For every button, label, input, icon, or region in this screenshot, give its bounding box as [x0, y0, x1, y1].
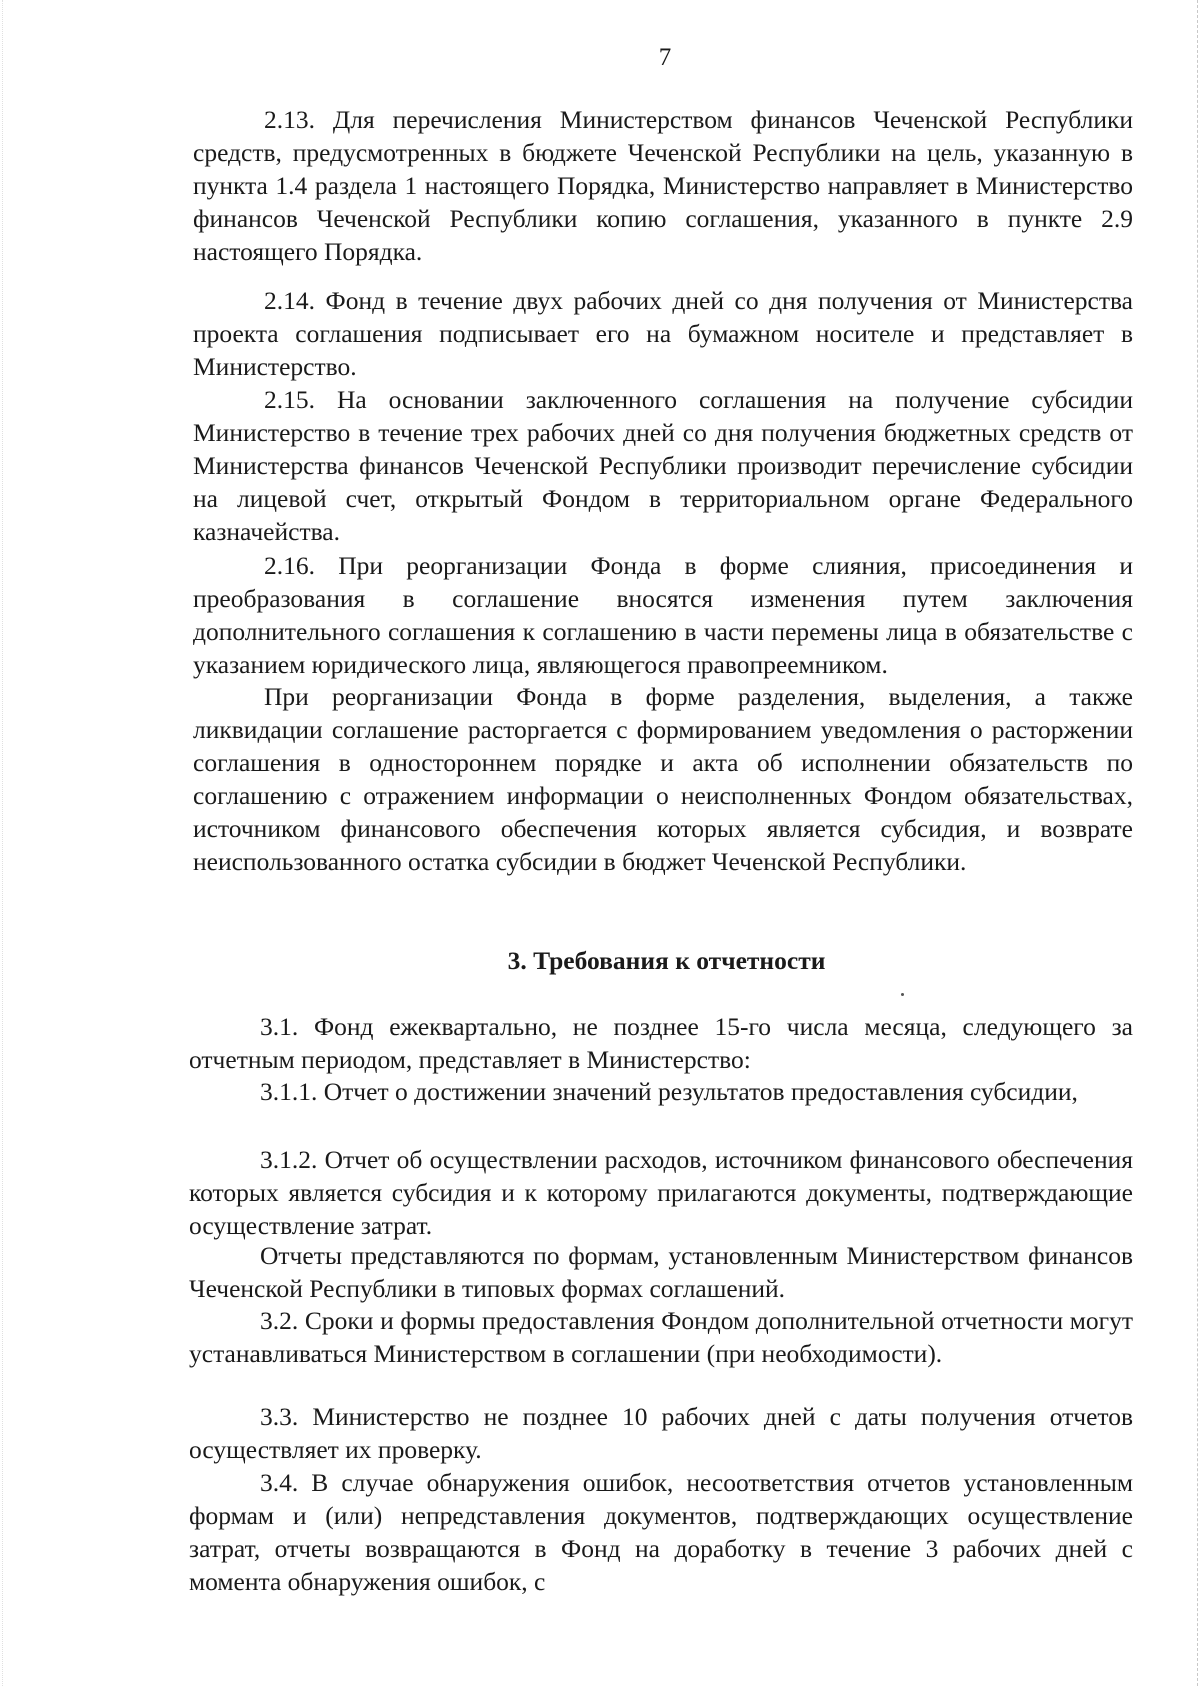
paragraph-3-1-1: 3.1.1. Отчет о достижении значений результатов предоставления субсидии,: [260, 1077, 1078, 1106]
page-number: 7: [658, 44, 672, 71]
section-title: 3. Требования к отчетности: [507, 946, 826, 975]
paragraph-3-1-2: 3.1.2. Отчет об осуществлении расходов, источником финансового обеспечения которых является субсидия и к которому прилагаются документы, подтверждающие осуществление затрат.: [189, 1145, 1133, 1240]
paragraph-3-3: 3.3. Министерство не позднее 10 рабочих дней с даты получения отчетов осуществляет их проверку.: [189, 1402, 1133, 1464]
paragraph-2-15: 2.15. На основании заключенного соглашения на получение субсидии Министерство в течение трех рабочих дней со дня получения бюджетных средств от Министерства финансов Чеченской Республики производит перечисление субсидии на лицевой счет, открытый Фондом в территориальном органе Федерального казначейства.: [193, 385, 1133, 546]
paragraph-reorganization: При реорганизации Фонда в форме разделения, выделения, а также ликвидации соглашение расторгается с формированием уведомления о расторжении соглашения в одностороннем порядке и акта об исполнении обязательств по соглашению с отражением информации о неисполненных Фондом обязательствах, источником финансового обеспечения которых является субсидия, и возврате неиспользованного остатка субсидии в бюджет Чеченской Республики.: [193, 682, 1133, 876]
paragraph-2-16: 2.16. При реорганизации Фонда в форме слияния, присоединения и преобразования в соглашение вносятся изменения путем заключения дополнительного соглашения к соглашению в части перемены лица в обязательстве с указанием юридического лица, являющегося правопреемником.: [193, 551, 1133, 679]
scan-edge-left: [2, 0, 4, 1686]
paragraph-2-14: 2.14. Фонд в течение двух рабочих дней со дня получения от Министерства проекта соглашения подписывает его на бумажном носителе и представляет в Министерство.: [193, 286, 1133, 381]
scan-speck: [901, 993, 904, 996]
scan-edge-right: [1196, 0, 1198, 1686]
paragraph-3-1: 3.1. Фонд ежеквартально, не позднее 15-го числа месяца, следующего за отчетным периодом, представляет в Министерство:: [189, 1012, 1133, 1074]
paragraph-3-2: 3.2. Сроки и формы предоставления Фондом дополнительной отчетности могут устанавливаться Министерством в соглашении (при необходимости).: [189, 1306, 1133, 1368]
paragraph-3-4: 3.4. В случае обнаружения ошибок, несоответствия отчетов установленным формам и (или) непредставления документов, подтверждающих осуществление затрат, отчеты возвращаются в Фонд на доработку в течение 3 рабочих дней с момента обнаружения ошибок, с: [189, 1468, 1133, 1596]
paragraph-2-13: 2.13. Для перечисления Министерством финансов Чеченской Республики средств, предусмотренных в бюджете Чеченской Республики на цель, указанную в пункта 1.4 раздела 1 настоящего Порядка, Министерство направляет в Министерство финансов Чеченской Республики копию соглашения, указанного в пункте 2.9 настоящего Порядка.: [193, 105, 1133, 266]
paragraph-reports-forms: Отчеты представляются по формам, установленным Министерством финансов Чеченской Республики в типовых формах соглашений.: [189, 1241, 1133, 1303]
